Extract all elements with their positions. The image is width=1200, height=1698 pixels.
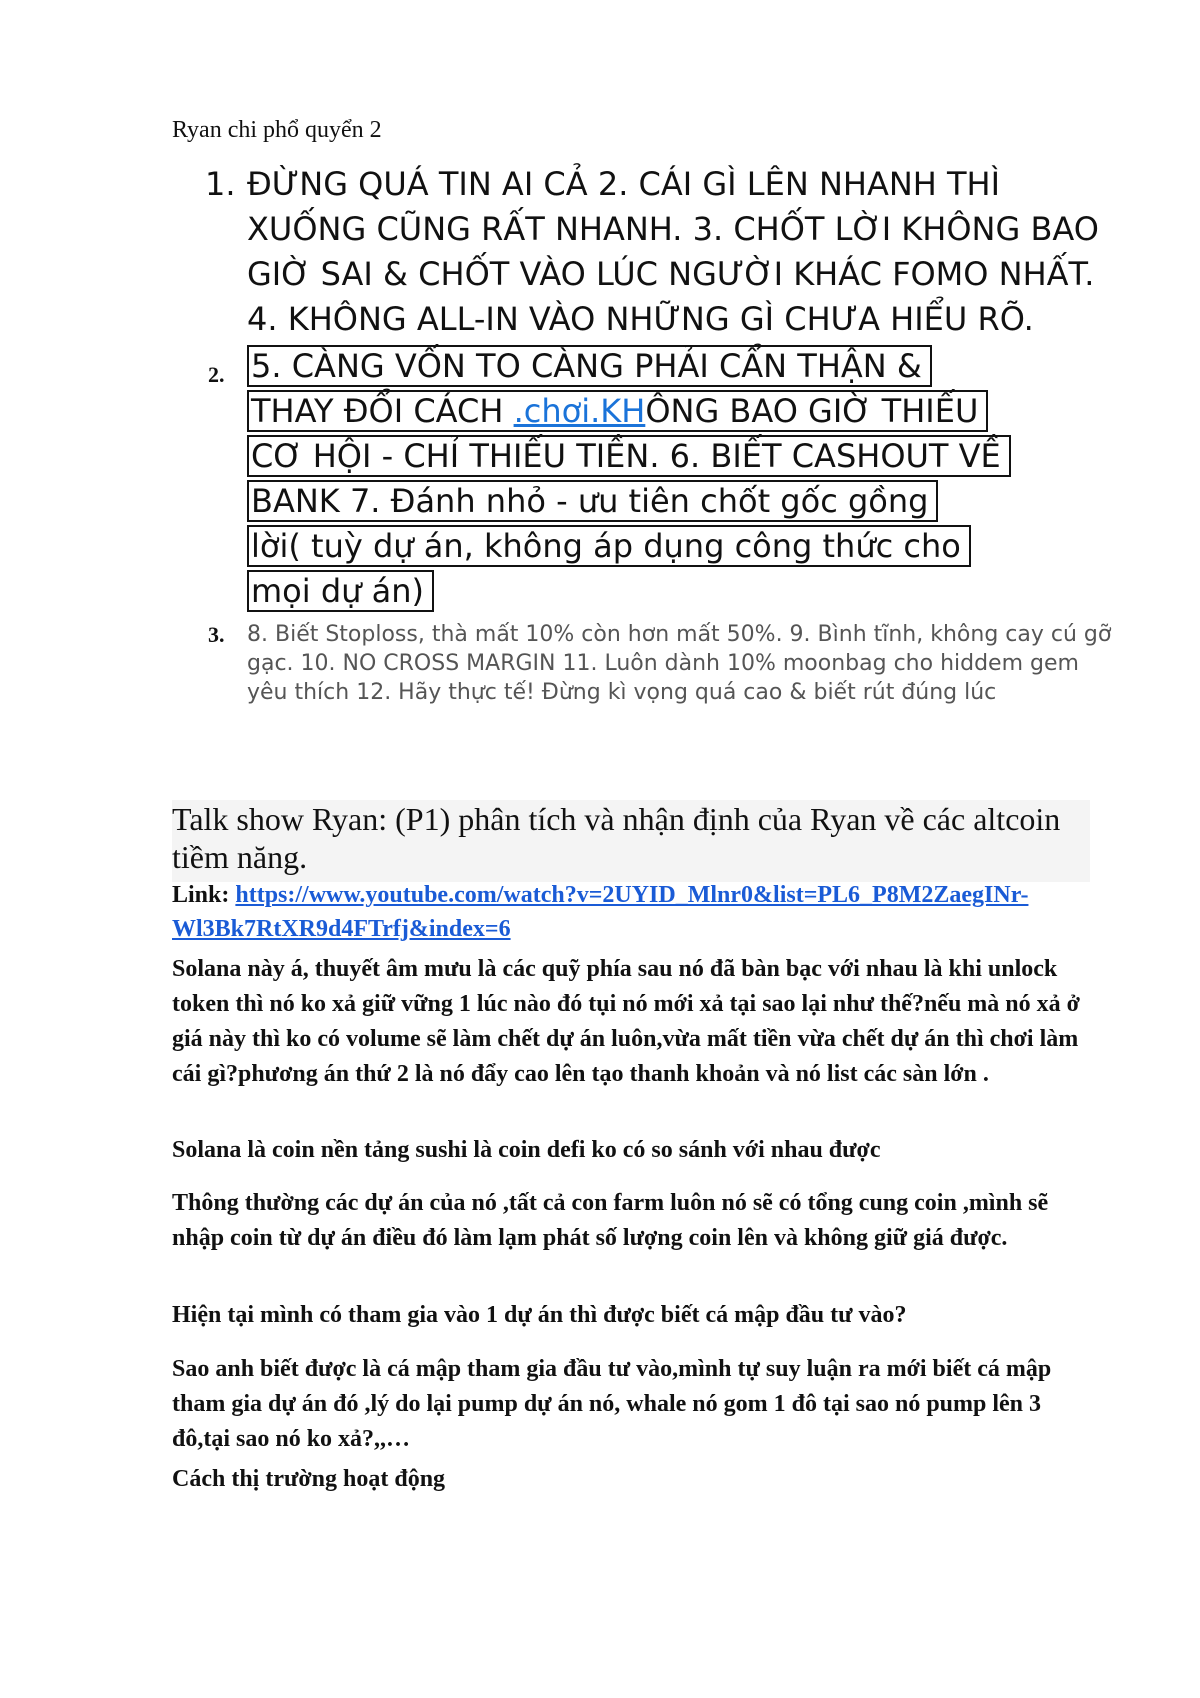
list-item <box>172 162 1112 342</box>
paragraph: Thông thường các dự án của nó ,tất cả con farm luôn nó sẽ có tổng cung coin ,mình sẽ nhập coin từ dự án điều đó làm lạm phát số lượng coin lên và không giữ giá được. <box>172 1190 1049 1251</box>
talkshow-heading: Talk show Ryan: (P1) phân tích và nhận định của Ryan về các altcoin tiềm năng. <box>172 800 1090 882</box>
boxed-line: mọi dự án) <box>247 570 434 612</box>
boxed-line: lời( tuỳ dự án, không áp dụng công thức cho <box>247 525 971 567</box>
link-row <box>172 878 1132 946</box>
list-item <box>172 620 1112 707</box>
paragraph: Solana này á, thuyết âm mưu là các quỹ phía sau nó đã bàn bạc với nhau là khi unlock token thì nó ko xả giữ vững 1 lúc nào đó tụi nó mới xả tại sao lại như thế?nếu mà nó xả ở giá này thì ko có volume sẽ làm chết dự án luôn,vừa mất tiền vừa chết dự án thì chơi làm cái gì?phương án thứ 2 là nó đẩy cao lên tạo thanh khoản và nó list các sàn lớn . <box>172 956 1080 1087</box>
rule-text: ĐỪNG QUÁ TIN AI CẢ 2. CÁI GÌ LÊN NHANH THÌ XUỐNG CŨNG RẤT NHANH. 3. CHỐT LỜI KHÔNG BAO GIỜ SAI & CHỐT VÀO LÚC NGƯỜI KHÁC FOMO NHẤT. 4. KHÔNG ALL-IN VÀO NHỮNG GÌ CHƯA HIỂU RÕ. <box>247 165 1099 338</box>
paragraph: Hiện tại mình có tham gia vào 1 dự án thì được biết cá mập đầu tư vào? <box>172 1302 907 1328</box>
link-label: Link: <box>172 882 236 908</box>
list-number: 2. <box>208 362 225 387</box>
line-text: ÔNG BAO GIỜ THIẾU <box>645 392 979 430</box>
boxed-line: BANK 7. Đánh nhỏ - ưu tiên chốt gốc gồng <box>247 480 938 522</box>
youtube-link[interactable]: https://www.youtube.com/watch?v=2UYID_Mlnr0&list=PL6_P8M2ZaegINr-Wl3Bk7RtXR9d4FTrfj&index=6 <box>172 882 1029 942</box>
boxed-line: CƠ HỘI - CHỈ THIẾU TIỀN. 6. BIẾT CASHOUT VỀ <box>247 435 1011 477</box>
list-number: 1. <box>205 165 236 203</box>
paragraph: Sao anh biết được là cá mập tham gia đầu tư vào,mình tự suy luận ra mới biết cá mập tham gia dự án đó ,lý do lại pump dự án nó, whale nó gom 1 đô tại sao nó pump lên 3 đô,tại sao nó ko xả?,,… <box>172 1356 1052 1452</box>
line-text: THAY ĐỔI CÁCH <box>251 392 514 430</box>
rules-list <box>172 162 1112 707</box>
boxed-line <box>247 390 988 432</box>
boxed-line: 5. CÀNG VỐN TO CÀNG PHẢI CẨN THẬN & <box>247 345 932 387</box>
rule-text: 8. Biết Stoploss, thà mất 10% còn hơn mất 50%. 9. Bình tĩnh, không cay cú gỡ gạc. 10. NO CROSS MARGIN 11. Luôn dành 10% moonbag cho hiddem gem yêu thích 12. Hãy thực tế! Đừng kì vọng quá cao & biết rút đúng lúc <box>247 622 1112 705</box>
document-title: Ryan chi phổ quyển 2 <box>172 117 382 143</box>
list-item <box>172 344 1112 614</box>
inline-link[interactable]: .chơi.KH <box>513 392 646 430</box>
list-number: 3. <box>208 622 225 647</box>
paragraph: Solana là coin nền tảng sushi là coin defi ko có so sánh với nhau được <box>172 1137 881 1163</box>
paragraph: Cách thị trường hoạt động <box>172 1466 446 1492</box>
